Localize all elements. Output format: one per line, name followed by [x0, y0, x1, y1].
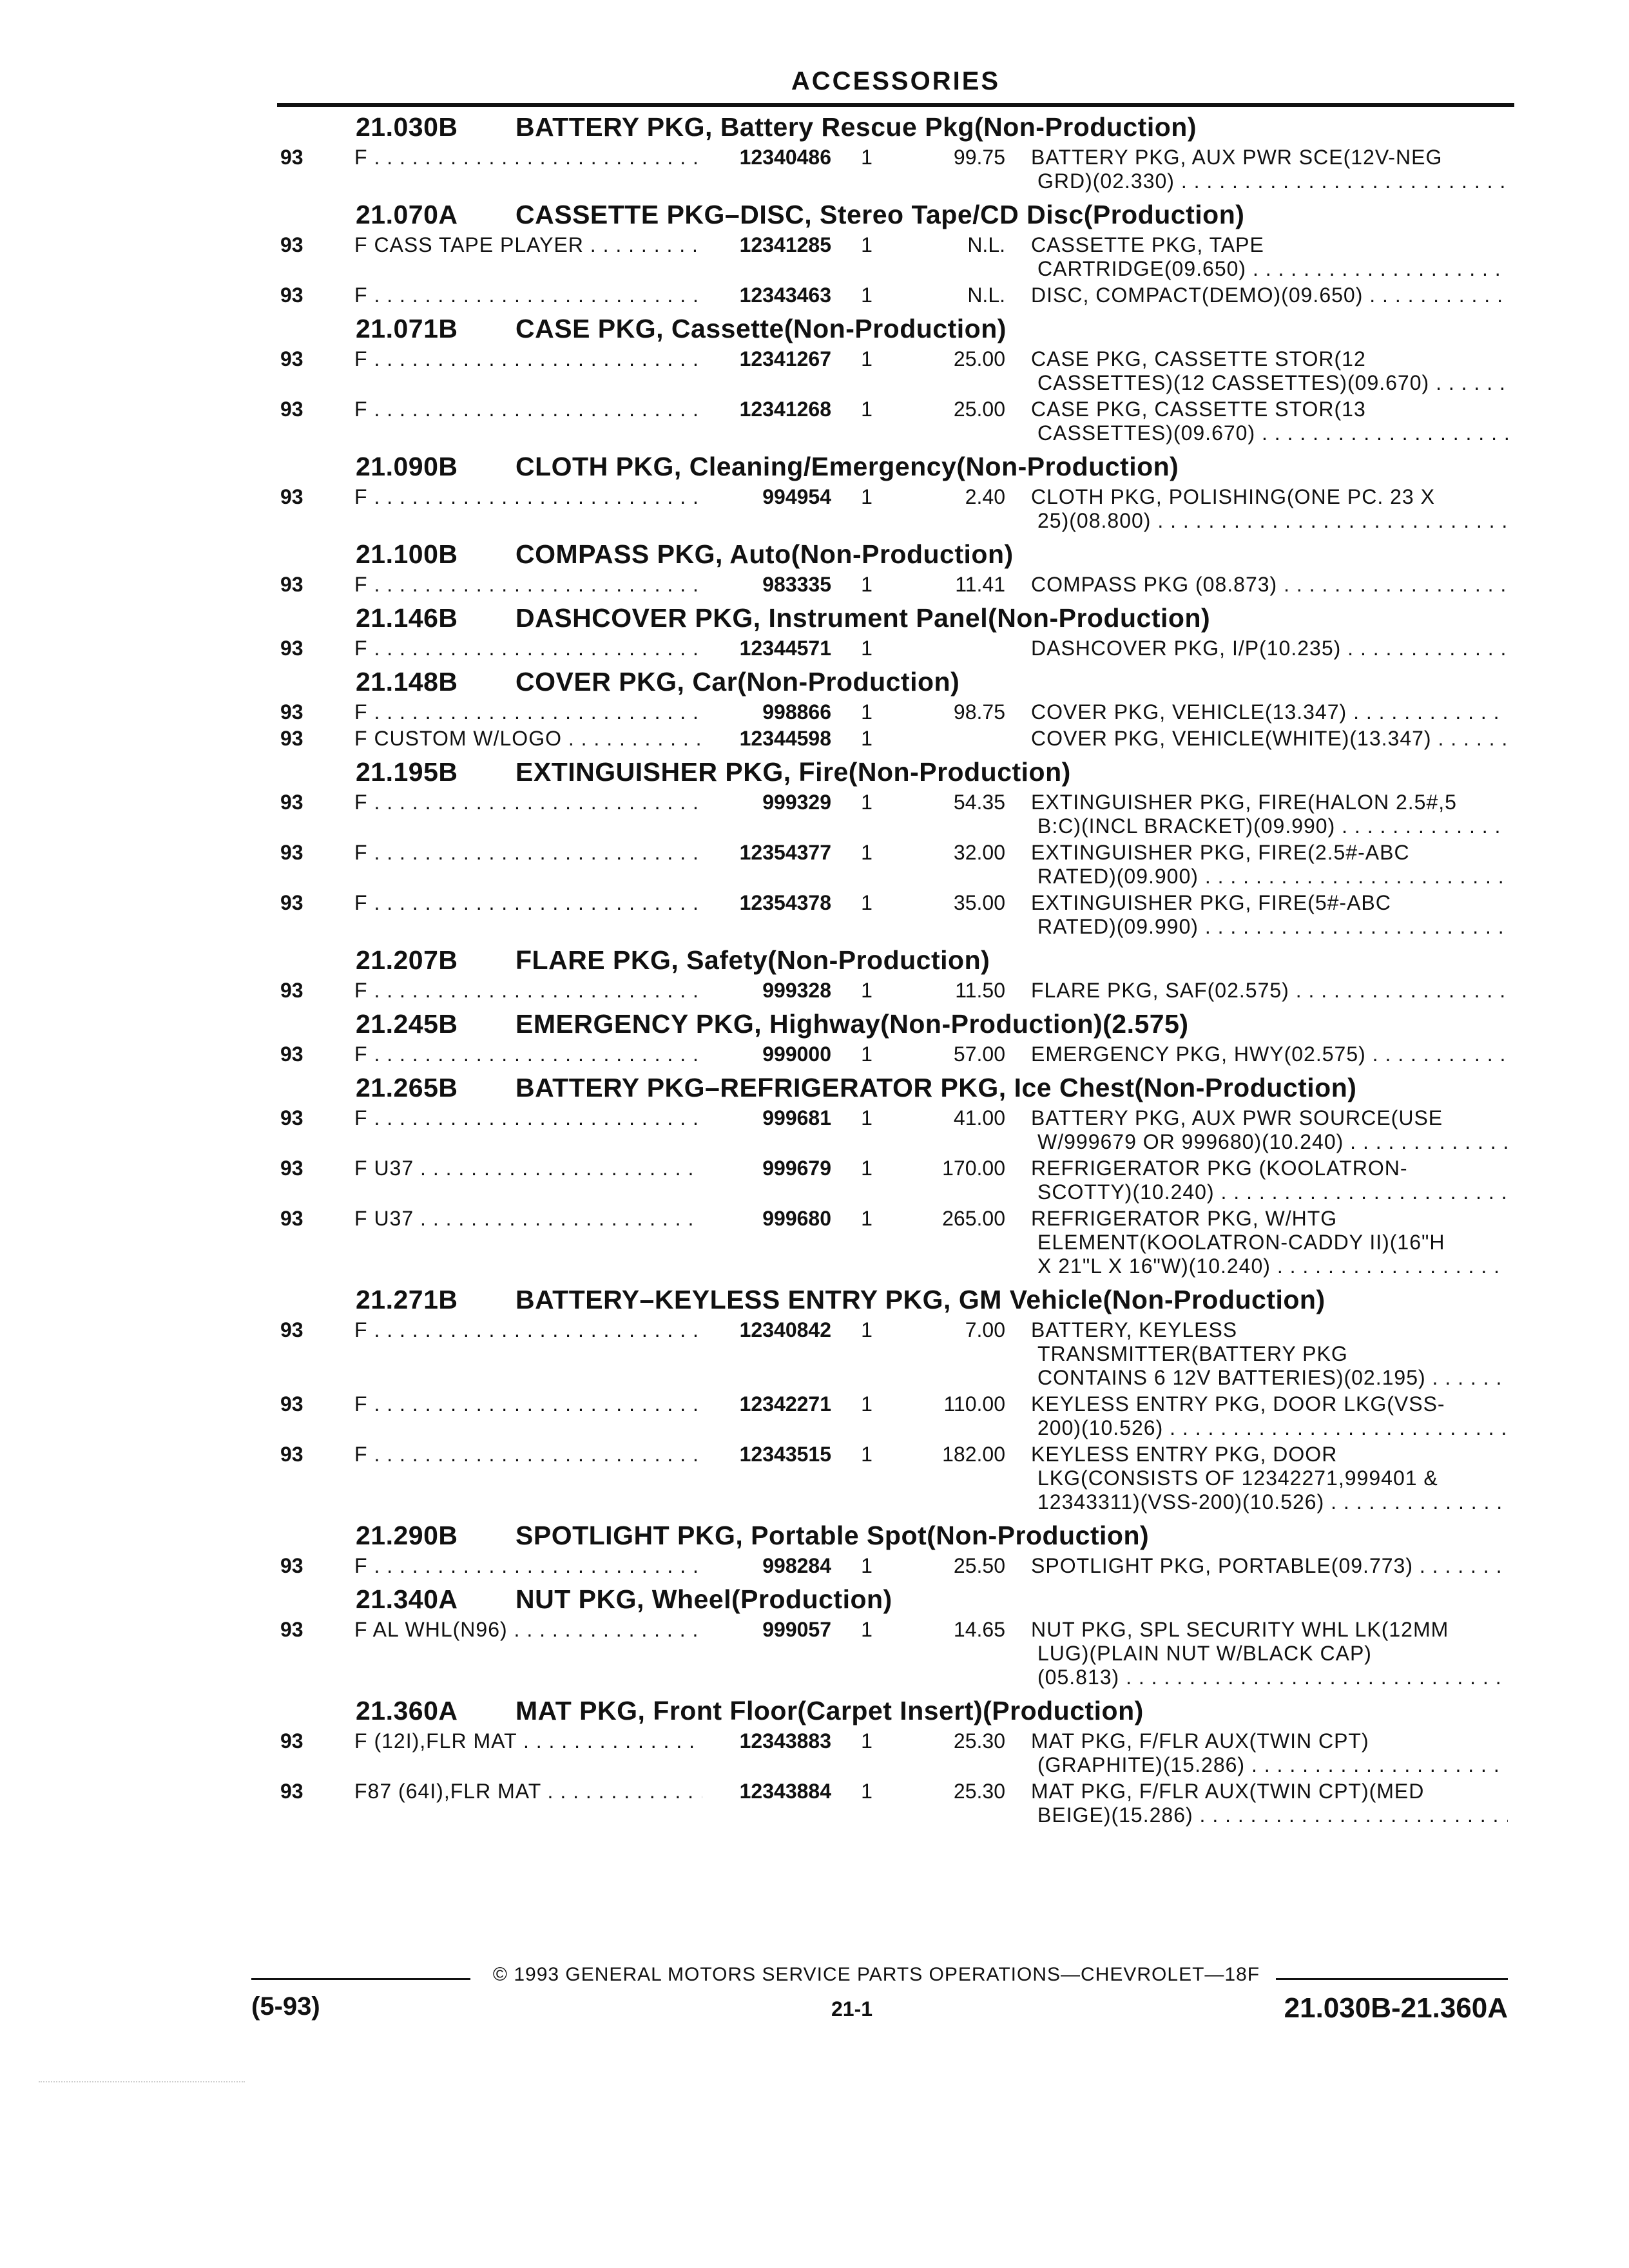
quantity: 1 [861, 233, 872, 256]
model-year: 93 [280, 841, 304, 864]
part-description [1031, 347, 1508, 398]
description-line: 200)(10.526) . . . [1031, 1416, 1508, 1440]
part-description [1031, 1392, 1508, 1443]
section-code: 21.207B [356, 945, 458, 975]
list-price: 25.30 [953, 1780, 1005, 1803]
part-number: 12340486 [709, 146, 831, 169]
part-description [1031, 841, 1508, 891]
part-number: 12342271 [709, 1392, 831, 1416]
section-title: BATTERY PKG–REFRIGERATOR PKG, Ice Chest(Non-Production) [516, 1073, 1357, 1102]
section-heading [0, 663, 1629, 700]
model-year: 93 [280, 637, 304, 660]
application: F . . . [354, 347, 702, 371]
description-line: CASE PKG, CASSETTE STOR(13 [1031, 398, 1366, 421]
description-line: CASSETTES)(09.670) . . . [1031, 421, 1508, 445]
model-year: 93 [280, 700, 304, 724]
description-line: 25)(08.800) . . . [1031, 509, 1508, 533]
model-year: 93 [280, 146, 304, 169]
application: F . . . [354, 1443, 702, 1466]
part-row [0, 1729, 1629, 1780]
model-year: 93 [280, 1729, 304, 1753]
section-code: 21.100B [356, 539, 458, 569]
model-year: 93 [280, 727, 304, 750]
part-number: 999000 [709, 1043, 831, 1066]
catalog-section [0, 1517, 1629, 1581]
application: F . . . [354, 284, 702, 307]
application: F . . . [354, 891, 702, 915]
part-number: 998866 [709, 700, 831, 724]
description-line: SCOTTY)(10.240) . . . [1031, 1180, 1508, 1204]
list-price: 11.50 [955, 979, 1005, 1002]
section-heading [0, 108, 1629, 146]
description-line: CASSETTE PKG, TAPE [1031, 233, 1264, 256]
part-description [1031, 1729, 1508, 1780]
quantity: 1 [861, 1392, 872, 1416]
section-code: 21.290B [356, 1521, 458, 1550]
section-code: 21.146B [356, 603, 458, 633]
part-row [0, 146, 1629, 196]
section-title: CLOTH PKG, Cleaning/Emergency(Non-Production) [516, 452, 1179, 481]
description-line: REFRIGERATOR PKG (KOOLATRON- [1031, 1157, 1408, 1180]
application: F87 (64I),FLR MAT . . . [354, 1780, 702, 1803]
quantity: 1 [861, 573, 872, 596]
catalog-section [0, 310, 1629, 448]
description-line: EXTINGUISHER PKG, FIRE(2.5#-ABC [1031, 841, 1410, 864]
description-line: COVER PKG, VEHICLE(WHITE)(13.347) . . . [1031, 727, 1508, 751]
catalog-section [0, 1005, 1629, 1069]
section-heading [0, 535, 1629, 573]
description-line: KEYLESS ENTRY PKG, DOOR LKG(VSS- [1031, 1392, 1445, 1416]
part-row [0, 398, 1629, 448]
part-row [0, 1392, 1629, 1443]
footer-copyright: © 1993 GENERAL MOTORS SERVICE PARTS OPERATIONS—CHEVROLET—18F [492, 1964, 1260, 1985]
model-year: 93 [280, 573, 304, 596]
list-price: N.L. [967, 284, 1005, 307]
part-description [1031, 637, 1508, 663]
section-heading [0, 1281, 1629, 1318]
quantity: 1 [861, 1106, 872, 1129]
quantity: 1 [861, 841, 872, 864]
model-year: 93 [280, 979, 304, 1002]
part-description [1031, 791, 1508, 841]
part-number: 12341268 [709, 398, 831, 421]
section-heading [0, 1581, 1629, 1618]
section-title: COVER PKG, Car(Non-Production) [516, 667, 960, 697]
part-number: 994954 [709, 485, 831, 509]
part-description [1031, 1780, 1508, 1830]
part-description [1031, 1157, 1508, 1207]
part-number: 999681 [709, 1106, 831, 1130]
quantity: 1 [861, 1729, 872, 1753]
page-footer [251, 1959, 1508, 2036]
application: F . . . [354, 1392, 702, 1416]
section-title: CASSETTE PKG–DISC, Stereo Tape/CD Disc(Production) [516, 200, 1245, 229]
part-description [1031, 1443, 1508, 1517]
catalog-section [0, 753, 1629, 941]
description-line: BATTERY, KEYLESS [1031, 1318, 1238, 1341]
description-line: RATED)(09.990) . . . [1031, 915, 1508, 939]
part-row [0, 700, 1629, 727]
section-code: 21.090B [356, 452, 458, 481]
part-description [1031, 1554, 1508, 1581]
application: F . . . [354, 398, 702, 421]
list-price: 25.50 [953, 1554, 1005, 1577]
description-line: BATTERY PKG, AUX PWR SOURCE(USE [1031, 1106, 1443, 1129]
list-price: 54.35 [953, 791, 1005, 814]
quantity: 1 [861, 398, 872, 421]
description-line: X 21"L X 16"W)(10.240) . . . [1031, 1254, 1508, 1278]
list-price: 57.00 [953, 1043, 1005, 1066]
model-year: 93 [280, 347, 304, 370]
description-line: (05.813) . . . [1031, 1666, 1508, 1689]
quantity: 1 [861, 891, 872, 914]
list-price: 265.00 [942, 1207, 1005, 1230]
section-title: SPOTLIGHT PKG, Portable Spot(Non-Production) [516, 1521, 1150, 1550]
application: F . . . [354, 841, 702, 865]
catalog-section [0, 448, 1629, 535]
model-year: 93 [280, 1618, 304, 1641]
list-price: 25.00 [953, 398, 1005, 421]
quantity: 1 [861, 347, 872, 370]
section-code: 21.245B [356, 1009, 458, 1039]
model-year: 93 [280, 398, 304, 421]
part-number: 999328 [709, 979, 831, 1003]
section-heading [0, 1069, 1629, 1106]
part-description [1031, 1207, 1508, 1281]
part-row [0, 1443, 1629, 1517]
part-row [0, 284, 1629, 310]
quantity: 1 [861, 1207, 872, 1230]
catalog-section [0, 1069, 1629, 1281]
part-number: 12340842 [709, 1318, 831, 1342]
footer-page-number: 21-1 [831, 1997, 873, 2021]
description-line: CASSETTES)(12 CASSETTES)(09.670) . . . [1031, 371, 1508, 395]
part-row [0, 979, 1629, 1005]
application: F AL WHL(N96) . . . [354, 1618, 702, 1642]
part-description [1031, 573, 1508, 599]
quantity: 1 [861, 1618, 872, 1641]
scan-artifact [39, 2081, 245, 2082]
list-price: 41.00 [953, 1106, 1005, 1129]
section-code: 21.030B [356, 112, 458, 142]
section-title: EMERGENCY PKG, Highway(Non-Production)(2.575) [516, 1009, 1189, 1039]
description-line: GRD)(02.330) . . . [1031, 169, 1508, 193]
model-year: 93 [280, 1157, 304, 1180]
description-line: LUG)(PLAIN NUT W/BLACK CAP) [1037, 1642, 1372, 1665]
part-row [0, 1157, 1629, 1207]
part-description [1031, 146, 1508, 196]
description-line: 12343311)(VSS-200)(10.526) . . . [1031, 1490, 1508, 1514]
list-price: 14.65 [953, 1618, 1005, 1641]
part-row [0, 347, 1629, 398]
quantity: 1 [861, 1318, 872, 1341]
application: F U37 . . . [354, 1207, 702, 1231]
part-description [1031, 891, 1508, 941]
list-price: 35.00 [953, 891, 1005, 914]
part-row [0, 1318, 1629, 1392]
description-line: SPOTLIGHT PKG, PORTABLE(09.773) . . . [1031, 1554, 1508, 1578]
quantity: 1 [861, 1043, 872, 1066]
part-number: 12343463 [709, 284, 831, 307]
description-line: LKG(CONSISTS OF 12342271,999401 & [1037, 1466, 1438, 1490]
part-row [0, 637, 1629, 663]
part-description [1031, 700, 1508, 727]
description-line: BEIGE)(15.286) . . . [1031, 1803, 1508, 1827]
description-line: RATED)(09.900) . . . [1031, 865, 1508, 889]
part-number: 12341285 [709, 233, 831, 257]
section-title: MAT PKG, Front Floor(Carpet Insert)(Production) [516, 1696, 1144, 1725]
section-heading [0, 1005, 1629, 1043]
quantity: 1 [861, 1554, 872, 1577]
section-title: NUT PKG, Wheel(Production) [516, 1584, 892, 1614]
part-row [0, 1207, 1629, 1281]
model-year: 93 [280, 485, 304, 508]
description-line: EXTINGUISHER PKG, FIRE(HALON 2.5#,5 [1031, 791, 1457, 814]
application: F CUSTOM W/LOGO . . . [354, 727, 702, 751]
description-line: CONTAINS 6 12V BATTERIES)(02.195) . . . [1031, 1366, 1508, 1390]
part-number: 12344598 [709, 727, 831, 751]
page-title: ACCESSORIES [791, 67, 1001, 95]
description-line: CLOTH PKG, POLISHING(ONE PC. 23 X [1031, 485, 1435, 508]
section-heading [0, 448, 1629, 485]
part-row [0, 1043, 1629, 1069]
list-price: N.L. [967, 233, 1005, 256]
section-title: DASHCOVER PKG, Instrument Panel(Non-Production) [516, 603, 1211, 633]
application: F . . . [354, 146, 702, 169]
part-number: 999329 [709, 791, 831, 814]
catalog-section [0, 196, 1629, 310]
description-line: DISC, COMPACT(DEMO)(09.650) . . . [1031, 284, 1508, 307]
part-number: 12343515 [709, 1443, 831, 1466]
description-line: REFRIGERATOR PKG, W/HTG [1031, 1207, 1338, 1230]
section-heading [0, 753, 1629, 791]
page-header [277, 62, 1514, 107]
quantity: 1 [861, 146, 872, 169]
description-line: MAT PKG, F/FLR AUX(TWIN CPT)(MED [1031, 1780, 1425, 1803]
section-title: BATTERY PKG, Battery Rescue Pkg(Non-Production) [516, 112, 1197, 142]
quantity: 1 [861, 979, 872, 1002]
part-row [0, 1618, 1629, 1692]
catalog-section [0, 1692, 1629, 1830]
footer-revision-date: (5-93) [251, 1992, 320, 2021]
catalog-section [0, 108, 1629, 196]
part-row [0, 485, 1629, 535]
quantity: 1 [861, 284, 872, 307]
application: F . . . [354, 700, 702, 724]
section-title: BATTERY–KEYLESS ENTRY PKG, GM Vehicle(Non-Production) [516, 1285, 1325, 1314]
part-description [1031, 727, 1508, 753]
model-year: 93 [280, 1443, 304, 1466]
part-description [1031, 1618, 1508, 1692]
part-number: 12343883 [709, 1729, 831, 1753]
model-year: 93 [280, 1392, 304, 1416]
part-description [1031, 1318, 1508, 1392]
description-line: EXTINGUISHER PKG, FIRE(5#-ABC [1031, 891, 1391, 914]
catalog-section [0, 663, 1629, 753]
catalog-section [0, 599, 1629, 663]
section-heading [0, 1692, 1629, 1729]
section-code: 21.360A [356, 1696, 458, 1725]
part-number: 12344571 [709, 637, 831, 660]
description-line: COVER PKG, VEHICLE(13.347) . . . [1031, 700, 1508, 724]
description-line: NUT PKG, SPL SECURITY WHL LK(12MM [1031, 1618, 1449, 1641]
section-heading [0, 941, 1629, 979]
part-number: 12343884 [709, 1780, 831, 1803]
part-description [1031, 233, 1508, 284]
application: F U37 . . . [354, 1157, 702, 1180]
part-number: 12341267 [709, 347, 831, 371]
description-line: B:C)(INCL BRACKET)(09.990) . . . [1031, 814, 1508, 838]
catalog-section [0, 535, 1629, 599]
section-heading [0, 1517, 1629, 1554]
model-year: 93 [280, 1318, 304, 1341]
part-description [1031, 485, 1508, 535]
part-row [0, 1554, 1629, 1581]
application: F (12I),FLR MAT . . . [354, 1729, 702, 1753]
model-year: 93 [280, 891, 304, 914]
section-code: 21.071B [356, 314, 458, 343]
part-number: 983335 [709, 573, 831, 597]
application: F . . . [354, 1554, 702, 1578]
application: F . . . [354, 1106, 702, 1130]
list-price: 25.00 [953, 347, 1005, 370]
description-line: KEYLESS ENTRY PKG, DOOR [1031, 1443, 1338, 1466]
footer-section-range: 21.030B-21.360A [1284, 1992, 1508, 2024]
part-row [0, 573, 1629, 599]
part-description [1031, 284, 1508, 310]
model-year: 93 [280, 233, 304, 256]
quantity: 1 [861, 1157, 872, 1180]
application: F . . . [354, 485, 702, 509]
section-title: FLARE PKG, Safety(Non-Production) [516, 945, 990, 975]
catalog-section [0, 941, 1629, 1005]
model-year: 93 [280, 1207, 304, 1230]
section-heading [0, 310, 1629, 347]
model-year: 93 [280, 791, 304, 814]
list-price: 32.00 [953, 841, 1005, 864]
application: F . . . [354, 1318, 702, 1342]
section-code: 21.148B [356, 667, 458, 697]
quantity: 1 [861, 700, 872, 724]
quantity: 1 [861, 1780, 872, 1803]
application: F . . . [354, 637, 702, 660]
section-code: 21.265B [356, 1073, 458, 1102]
part-row [0, 891, 1629, 941]
part-description [1031, 1043, 1508, 1069]
section-code: 21.070A [356, 200, 458, 229]
quantity: 1 [861, 637, 872, 660]
section-title: EXTINGUISHER PKG, Fire(Non-Production) [516, 757, 1071, 787]
description-line: CARTRIDGE(09.650) . . . [1031, 257, 1508, 281]
list-price: 182.00 [942, 1443, 1005, 1466]
part-description [1031, 1106, 1508, 1157]
application: F . . . [354, 573, 702, 597]
list-price: 25.30 [953, 1729, 1005, 1753]
application: F . . . [354, 791, 702, 814]
description-line: FLARE PKG, SAF(02.575) . . . [1031, 979, 1508, 1003]
part-description [1031, 398, 1508, 448]
application: F CASS TAPE PLAYER . . . [354, 233, 702, 257]
list-price: 2.40 [965, 485, 1005, 508]
application: F . . . [354, 979, 702, 1003]
model-year: 93 [280, 1554, 304, 1577]
description-line: ELEMENT(KOOLATRON-CADDY II)(16"H [1037, 1231, 1445, 1254]
section-heading [0, 196, 1629, 233]
description-line: DASHCOVER PKG, I/P(10.235) . . . [1031, 637, 1508, 660]
list-price: 99.75 [953, 146, 1005, 169]
description-line: TRANSMITTER(BATTERY PKG [1037, 1342, 1348, 1365]
section-title: CASE PKG, Cassette(Non-Production) [516, 314, 1007, 343]
description-line: CASE PKG, CASSETTE STOR(12 [1031, 347, 1366, 370]
section-code: 21.195B [356, 757, 458, 787]
section-heading [0, 599, 1629, 637]
footer-rule-right [1276, 1978, 1508, 1980]
quantity: 1 [861, 727, 872, 750]
list-price: 170.00 [942, 1157, 1005, 1180]
part-number: 12354378 [709, 891, 831, 915]
part-row [0, 233, 1629, 284]
part-row [0, 791, 1629, 841]
quantity: 1 [861, 1443, 872, 1466]
model-year: 93 [280, 1106, 304, 1129]
section-code: 21.340A [356, 1584, 458, 1614]
application: F . . . [354, 1043, 702, 1066]
description-line: (GRAPHITE)(15.286) . . . [1031, 1753, 1508, 1777]
list-price: 7.00 [965, 1318, 1005, 1341]
part-number: 12354377 [709, 841, 831, 865]
model-year: 93 [280, 1043, 304, 1066]
quantity: 1 [861, 485, 872, 508]
part-row [0, 727, 1629, 753]
part-number: 999680 [709, 1207, 831, 1231]
description-line: MAT PKG, F/FLR AUX(TWIN CPT) [1031, 1729, 1369, 1753]
part-row [0, 1780, 1629, 1830]
list-price: 98.75 [953, 700, 1005, 724]
model-year: 93 [280, 1780, 304, 1803]
part-number: 998284 [709, 1554, 831, 1578]
catalog-section [0, 1281, 1629, 1517]
section-title: COMPASS PKG, Auto(Non-Production) [516, 539, 1014, 569]
description-line: BATTERY PKG, AUX PWR SCE(12V-NEG [1031, 146, 1443, 169]
description-line: W/999679 OR 999680)(10.240) . . . [1031, 1130, 1508, 1154]
quantity: 1 [861, 791, 872, 814]
description-line: EMERGENCY PKG, HWY(02.575) . . . [1031, 1043, 1508, 1066]
list-price: 11.41 [955, 573, 1005, 596]
part-number: 999057 [709, 1618, 831, 1642]
model-year: 93 [280, 284, 304, 307]
section-code: 21.271B [356, 1285, 458, 1314]
catalog-section [0, 1581, 1629, 1692]
part-description [1031, 979, 1508, 1005]
footer-rule-left [251, 1978, 470, 1980]
part-row [0, 841, 1629, 891]
list-price: 110.00 [943, 1392, 1005, 1416]
parts-catalog-list [0, 108, 1629, 1830]
part-number: 999679 [709, 1157, 831, 1180]
description-line: COMPASS PKG (08.873) . . . [1031, 573, 1508, 597]
part-row [0, 1106, 1629, 1157]
